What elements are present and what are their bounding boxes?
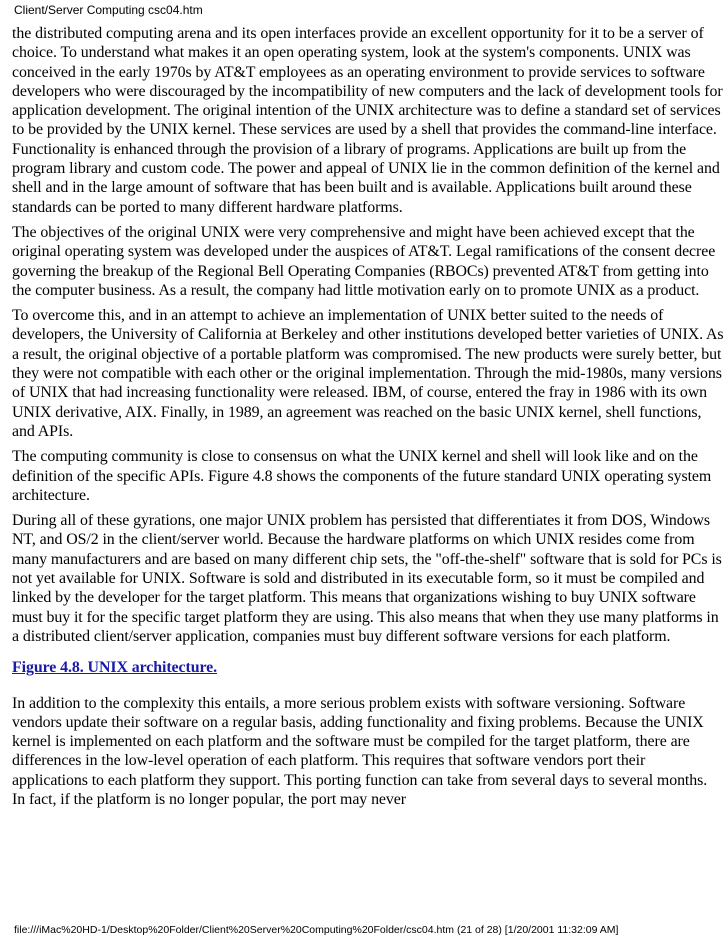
- figure-4-8-link[interactable]: Figure 4.8. UNIX architecture.: [12, 659, 218, 677]
- document-body: [12, 24, 724, 815]
- page-footer-url: file:///iMac%20HD-1/Desktop%20Folder/Client%20Server%20Computing%20Folder/csc04.htm (21 of 28) [1/20/2001 11:32:09 AM]: [14, 924, 619, 936]
- paragraph-1: the distributed computing arena and its open interfaces provide an excellent opportunity for it to be a server of choice. To understand what makes it an open operating system, look at the system's components. UNIX was conceived in the early 1970s by AT&T employees as an operating environment to provide services to software developers who were discouraged by the incompatibility of new computers and the lack of development tools for application development. The original intention of the UNIX architecture was to define a standard set of services to be provided by the UNIX kernel. These services are used by a shell that provides the command-line interface. Functionality is enhanced through the provision of a library of programs. Applications are built up from the program library and custom code. The power and appeal of UNIX lie in the common definition of the kernel and shell and in the large amount of software that has been built and is available. Applications built around these standards can be ported to many different hardware platforms.: [12, 25, 723, 216]
- paragraph-3: To overcome this, and in an attempt to achieve an implementation of UNIX better suited to the needs of developers, the University of California at Berkeley and other institutions developed better varieties of UNIX. As a result, the original objective of a portable platform was compromised. The new products were surely better, but they were not compatible with each other or the original implementation. Through the mid-1980s, many versions of UNIX that had increasing functionality were released. IBM, of course, entered the fray in 1986 with its own UNIX derivative, AIX. Finally, in 1989, an agreement was reached on the basic UNIX kernel, shell functions, and APIs.: [12, 307, 724, 440]
- paragraph-6: In addition to the complexity this entails, a more serious problem exists with software versioning. Software vendors update their software on a regular basis, adding functionality and fixing problems. Because the UNIX kernel is implemented on each platform and the software must be compiled for the target platform, there are differences in the low-level operation of each platform. This requires that software vendors port their applications to each platform they support. This porting function can take from several days to several months. In fact, if the platform is no longer popular, the port may never: [12, 694, 708, 808]
- figure-caption-paragraph: [12, 658, 724, 677]
- paragraph-2: The objectives of the original UNIX were very comprehensive and might have been achieved except that the original operating system was developed under the auspices of AT&T. Legal ramifications of the consent decree governing the breakup of the Regional Bell Operating Companies (RBOCs) prevented AT&T from getting into the computer business. As a result, the company had little motivation early on to promote UNIX as a product.: [12, 223, 716, 299]
- page-header-title: Client/Server Computing csc04.htm: [14, 3, 203, 17]
- paragraph-4: The computing community is close to consensus on what the UNIX kernel and shell will look like and on the definition of the specific APIs. Figure 4.8 shows the components of the future standard UNIX operating system architecture.: [12, 448, 712, 504]
- paragraph-5: During all of these gyrations, one major UNIX problem has persisted that differentiates it from DOS, Windows NT, and OS/2 in the client/server world. Because the hardware platforms on which UNIX resides come from many manufacturers and are based on many different chip sets, the "off-the-shelf" software that is sold for PCs is not yet available for UNIX. Software is sold and distributed in its executable form, so it must be compiled and linked by the developer for the target platform. This means that organizations wishing to buy UNIX software must buy it for the specific target platform they are using. This also means that when they use many platforms in a distributed client/server application, companies must buy different software versions for each platform.: [12, 512, 722, 645]
